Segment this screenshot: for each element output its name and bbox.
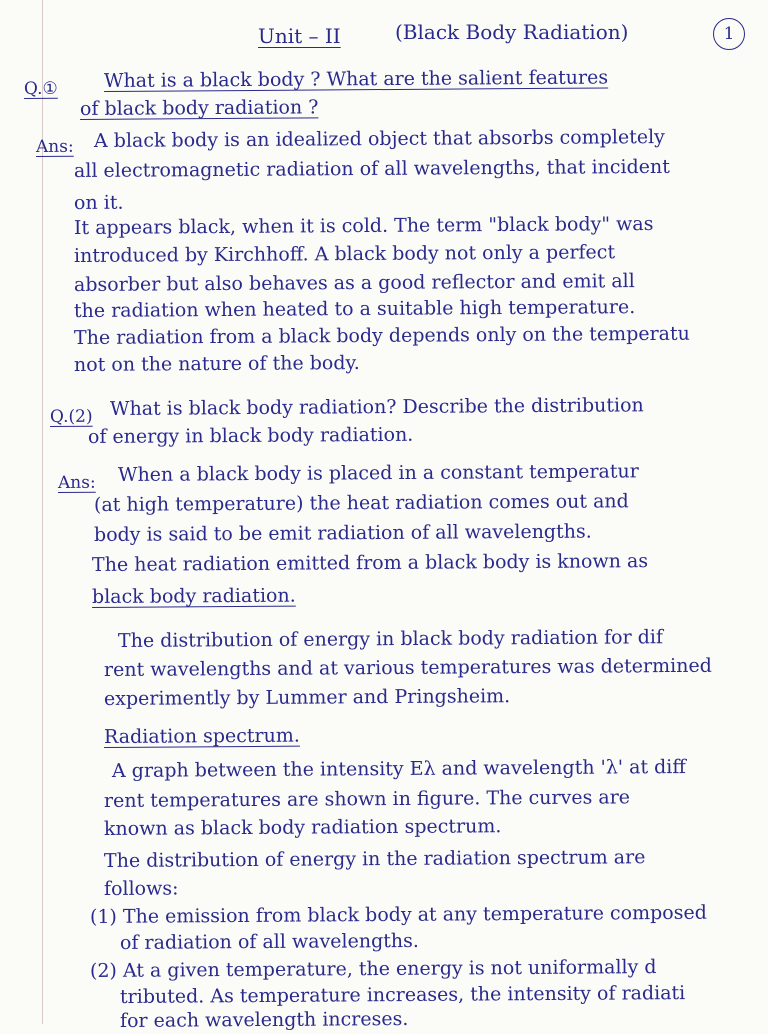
q1-answer-line: The radiation from a black body depends only on the temperatu [73,322,690,349]
q2-answer-line: (at high temperature) the heat radiation comes out and [93,490,629,516]
q2-answer-line: experimently by Lummer and Pringsheim. [103,685,511,710]
q1-answer-line: the radiation when heated to a suitable high temperature. [73,296,636,322]
q2-answer-line: rent wavelengths and at various temperatures was determined [103,654,712,681]
q2-answer-line: When a black body is placed in a constant temperatur [117,460,639,486]
section-heading: Radiation spectrum. [103,724,300,748]
q2-answer-line: black body radiation. [91,584,296,608]
unit-title: Unit – II [258,24,341,48]
q1-answer-line: A black body is an idealized object that absorbs completely [93,126,665,152]
spectrum-line: A graph between the intensity Eλ and wavelength 'λ' at diff [111,755,686,782]
spectrum-line: for each wavelength increses. [119,1007,409,1032]
spectrum-line: tributed. As temperature increases, the intensity of radiati [119,982,686,1008]
spectrum-line: known as black body radiation spectrum. [103,815,502,840]
q1-label: Q.① [23,78,58,99]
page-header [0,16,768,56]
q2-answer-line: The distribution of energy in black body radiation for dif [117,626,664,652]
spectrum-line: The distribution of energy in the radiation spectrum are [103,846,646,872]
q2-label: Q.(2) [49,406,93,427]
q2-answer-line: body is said to be emit radiation of all wavelengths. [93,520,592,546]
spectrum-line: follows: [103,877,179,900]
spectrum-line: (1) The emission from black body at any temperature composed [89,901,707,928]
q1-question-line1: What is a black body ? What are the salient features [103,66,609,92]
q2-question-line1: What is black body radiation? Describe the distribution [109,394,644,420]
q1-answer-line: all electromagnetic radiation of all wavelengths, that incident [73,155,670,182]
spectrum-line: rent temperatures are shown in figure. The curves are [103,786,631,812]
q1-answer-line: on it. [73,191,124,214]
q1-answer-line: introduced by Kirchhoff. A black body not only a perfect [73,241,616,267]
q1-answer-line: absorber but also behaves as a good reflector and emit all [73,270,635,296]
spectrum-line: of radiation of all wavelengths. [119,929,419,954]
q1-answer-line: It appears black, when it is cold. The term "black body" was [73,212,654,239]
q1-answer-line: not on the nature of the body. [73,352,360,376]
page-number: 1 [713,18,745,50]
q2-question-line2: of energy in black body radiation. [87,423,414,448]
q2-answer-line: The heat radiation emitted from a black body is known as [91,550,649,576]
q1-ans-label: Ans: [35,136,74,157]
spectrum-line: (2) At a given temperature, the energy is not uniformally d [89,956,657,982]
q1-question-line2: of black body radiation ? [79,96,319,120]
topic-title: (Black Body Radiation) [395,20,629,44]
q2-ans-label: Ans: [57,472,96,493]
